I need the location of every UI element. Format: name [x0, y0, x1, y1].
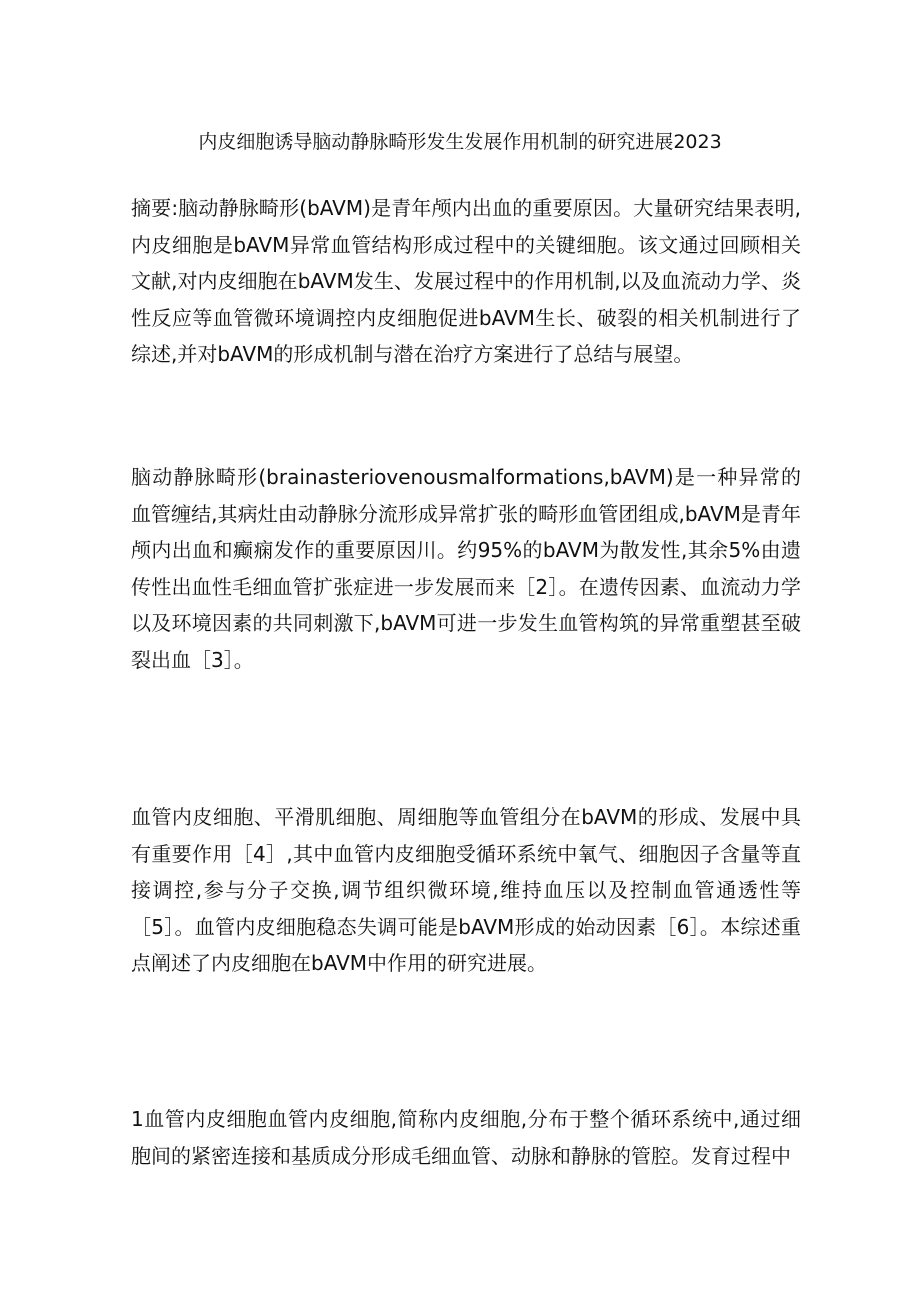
abstract-paragraph: 摘要:脑动静脉畸形(bAVM)是青年颅内出血的重要原因。大量研究结果表明,内皮细胞是bAVM异常血管结构形成过程中的关键细胞。该文通过回顾相关文献,对内皮细胞在bAVM发生、发展过程中的作用机制,以及血流动力学、炎性反应等血管微环境调控内皮细胞促进bAVM生长、破裂的相关机制进行了综述,并对bAVM的形成机制与潜在治疗方案进行了总结与展望。 [131, 196, 801, 367]
intro-paragraph: 脑动静脉畸形(brainasteriovenousmalformations,bAVM)是一种异常的血管缠结,其病灶由动静脉分流形成异常扩张的畸形血管团组成,bAVM是青年颅内出血和癫痫发作的重要原因川。约95%的bAVM为散发性,其余5%由遗传性出血性毛细血管扩张症进一步发展而来［2］。在遗传因素、血流动力学以及环境因素的共同刺激下,bAVM可进一步发生血管构筑的异常重塑甚至破裂出血［3］。 [131, 465, 801, 672]
document-title: 内皮细胞诱导脑动静脉畸形发生发展作用机制的研究进展2023 [198, 131, 722, 153]
endothelial-overview-paragraph: 血管内皮细胞、平滑肌细胞、周细胞等血管组分在bAVM的形成、发展中具有重要作用［4］,其中血管内皮细胞受循环系统中氧气、细胞因子含量等直接调控,参与分子交换,调节组织微环境,维持血压以及控制血管通透性等［5］。血管内皮细胞稳态失调可能是bAVM形成的始动因素［6］。本综述重点阐述了内皮细胞在bAVM中作用的研究进展。 [131, 805, 801, 976]
section-1-paragraph: 1血管内皮细胞血管内皮细胞,简称内皮细胞,分布于整个循环系统中,通过细胞间的紧密连接和基质成分形成毛细血管、动脉和静脉的管腔。发育过程中 [131, 1107, 801, 1168]
